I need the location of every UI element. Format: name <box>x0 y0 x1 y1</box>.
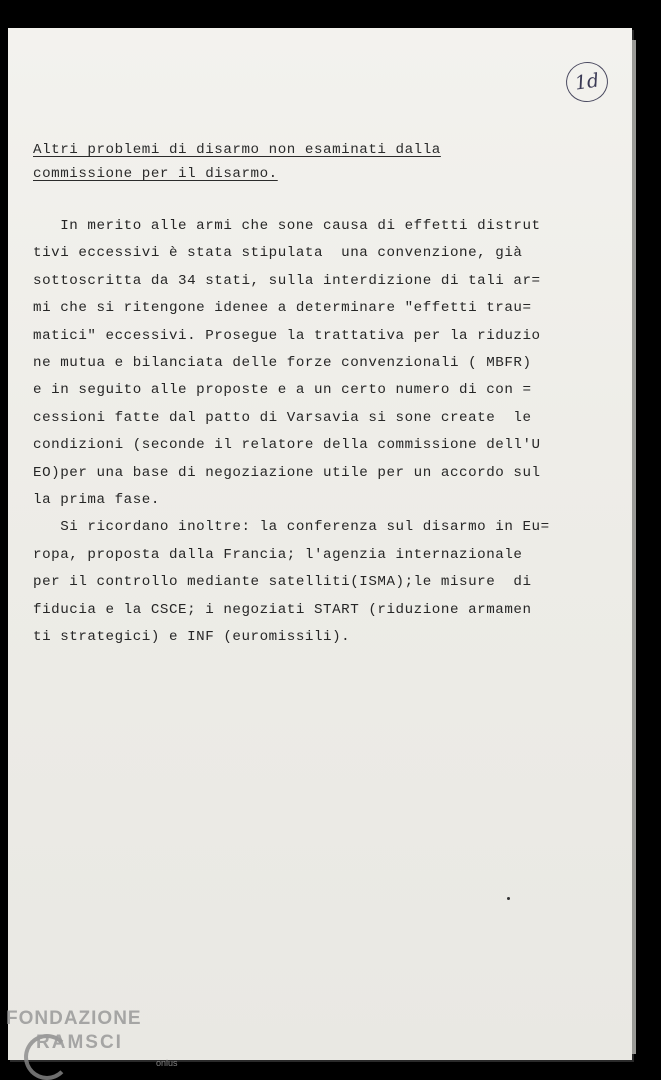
text-line: ropa, proposta dalla Francia; l'agenzia internazionale <box>33 546 523 563</box>
watermark-line-2: RAMSCI <box>36 1032 123 1053</box>
text-line: ne mutua e bilanciata delle forze convenzionali ( MBFR) <box>33 355 532 372</box>
text-line: matici" eccessivi. Prosegue la trattativa per la riduzio <box>33 327 541 344</box>
page-number-stamp: 1d <box>563 59 610 104</box>
text-line: condizioni (seconde il relatore della commissione dell'U <box>33 437 541 454</box>
text-line: e in seguito alle proposte e a un certo numero di con = <box>33 382 532 399</box>
text-line: EO)per una base di negoziazione utile per un accordo sul <box>33 464 541 481</box>
text-line: ti strategici) e INF (euromissili). <box>33 629 351 646</box>
body-text <box>33 213 563 652</box>
text-line: cessioni fatte dal patto di Varsavia si sone create le <box>33 409 532 426</box>
text-line: sottoscritta da 34 stati, sulla interdizione di tali ar= <box>33 272 541 289</box>
watermark-logo <box>6 1008 178 1068</box>
page-edge <box>632 40 636 1054</box>
text-line: In merito alle armi che sone causa di effetti distrut <box>33 218 541 234</box>
ink-dot <box>507 897 510 900</box>
text-line: fiducia e la CSCE; i negoziati START (riduzione armamen <box>33 601 532 618</box>
text-line: tivi eccessivi è stata stipulata una convenzione, già <box>33 245 523 262</box>
text-line: Si ricordano inoltre: la conferenza sul disarmo in Eu= <box>33 519 550 536</box>
text-line: per il controllo mediante satelliti(ISMA);le misure di <box>33 574 532 591</box>
text-line: la prima fase. <box>33 492 160 509</box>
section-heading <box>33 138 441 186</box>
heading-line-1: Altri problemi di disarmo non esaminati dalla <box>33 142 441 158</box>
watermark-line-1: FONDAZIONE <box>6 1008 142 1029</box>
text-line: mi che si ritengone idenee a determinare "effetti trau= <box>33 300 532 317</box>
heading-line-2: commissione per il disarmo. <box>33 166 278 182</box>
watermark-suffix: onlus <box>156 1058 178 1068</box>
